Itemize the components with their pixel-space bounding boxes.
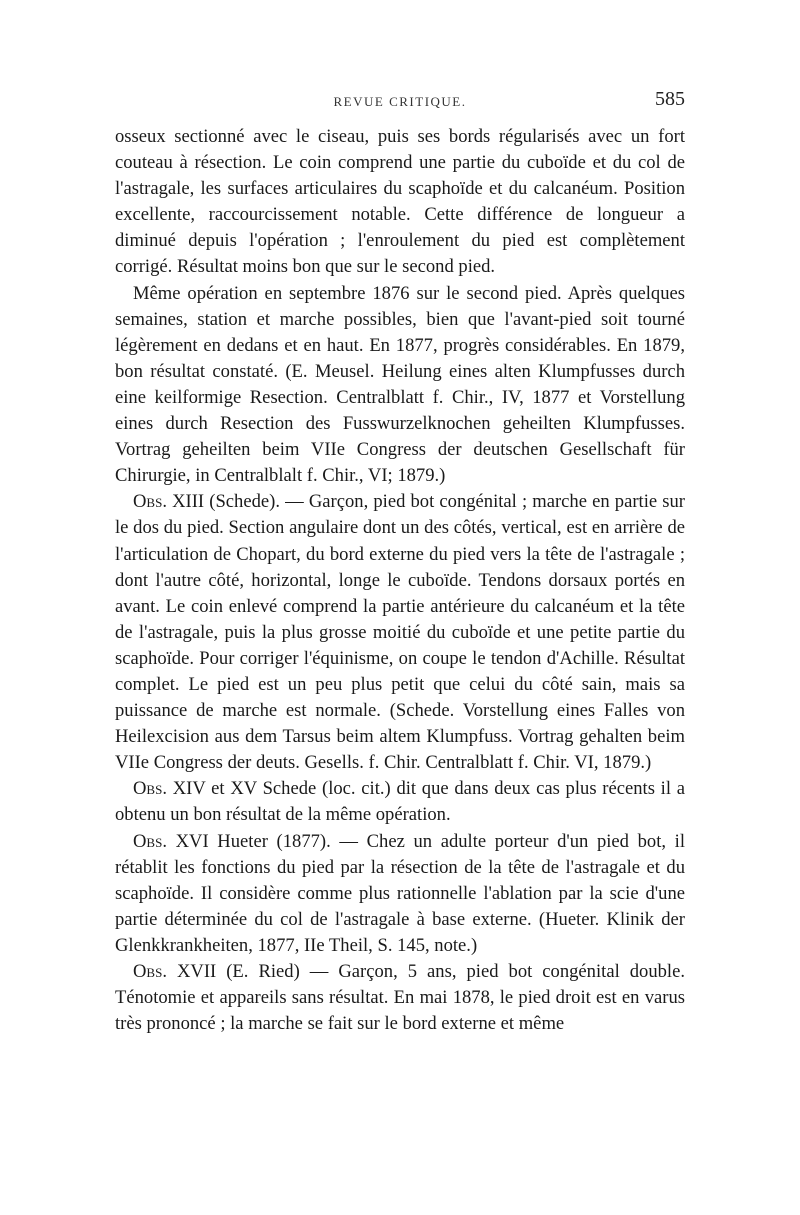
observation-paragraph xyxy=(115,829,685,959)
paragraph-text: Même opération en septembre 1876 sur le second pied. Après quelques semaines, station et marche possibles, bien que l'avant-pied soit tourné légèrement en dedans et en haut. En 1877, progrès considérables. En 1879, bon résultat constaté. (E. Meusel. Heilung eines alten Klumpfusses durch eine keilformige Resection. Centralblatt f. Chir., IV, 1877 et Vorstellung eines durch Resection des Fusswurzelknochen geheilten Klumpfusses. Vortrag geheilten beim VIIe Congress der deutschen Gesellschaft für Chirurgie, in Centralblalt f. Chir., VI; 1879.) xyxy=(115,282,685,487)
page-number: 585 xyxy=(655,88,685,110)
observation-lead: Obs. xyxy=(133,491,167,513)
body-text xyxy=(115,124,685,1037)
running-header xyxy=(115,88,685,118)
paragraph-text: osseux sectionné avec le ciseau, puis ses bords régularisés avec un fort couteau à résection. Le coin comprend une partie du cuboïde et du col de l'astragale, les surfaces articulaires du scaphoïde et du calcanéum. Position excellente, raccourcissement notable. Cette différence de longueur a diminué depuis l'opération ; l'enroulement du pied est complètement corrigé. Résultat moins bon que sur le second pied. xyxy=(115,126,685,278)
paragraph-text: XVI Hueter (1877). — Chez un adulte porteur d'un pied bot, il rétablit les fonctions du pied par la résection de la tête de l'astragale et du scaphoïde. Il considère comme plus rationnelle l'ablation par la scie d'une partie déterminée du col de l'astragale à base externe. (Hueter. Klinik der Glenkkrankheiten, 1877, IIe Theil, S. 145, note.) xyxy=(115,830,685,956)
observation-paragraph xyxy=(115,489,685,776)
running-title: REVUE CRITIQUE. xyxy=(333,94,467,109)
paragraph xyxy=(115,281,685,490)
observation-paragraph xyxy=(115,959,685,1037)
observation-lead: Obs. xyxy=(133,778,167,800)
paragraph-text: XIII (Schede). — Garçon, pied bot congénital ; marche en partie sur le dos du pied. Section angulaire dont un des côtés, vertical, est en arrière de l'articulation de Chopart, du bord externe du pied vers la tête de l'astragale ; dont l'autre côté, horizontal, longe le cuboïde. Tendons dorsaux portés en avant. Le coin enlevé comprend la partie antérieure du calcanéum et la tête de l'astragale, puis la plus grosse moitié du cuboïde et une petite partie du scaphoïde. Pour corriger l'équinisme, on coupe le tendon d'Achille. Résultat complet. Le pied est un peu plus petit que celui du côté sain, mais sa puissance de marche est normale. (Schede. Vorstellung eines Falles von Heilexcision aus dem Tarsus beim altem Klumpfuss. Vortrag gehalten beim VIIe Congress der deuts. Gesells. f. Chir. Centralblatt f. Chir. VI, 1879.) xyxy=(115,491,685,774)
observation-paragraph xyxy=(115,776,685,828)
paragraph xyxy=(115,124,685,281)
observation-lead: Obs. xyxy=(133,830,167,852)
paragraph-text: XVII (E. Ried) — Garçon, 5 ans, pied bot congénital double. Ténotomie et appareils sans résultat. En mai 1878, le pied droit est en varus très prononcé ; la marche se fait sur le bord externe et même xyxy=(115,961,685,1035)
observation-lead: Obs. xyxy=(133,961,167,982)
paragraph-text: XIV et XV Schede (loc. cit.) dit que dans deux cas plus récents il a obtenu un bon résultat de la même opération. xyxy=(115,778,685,826)
